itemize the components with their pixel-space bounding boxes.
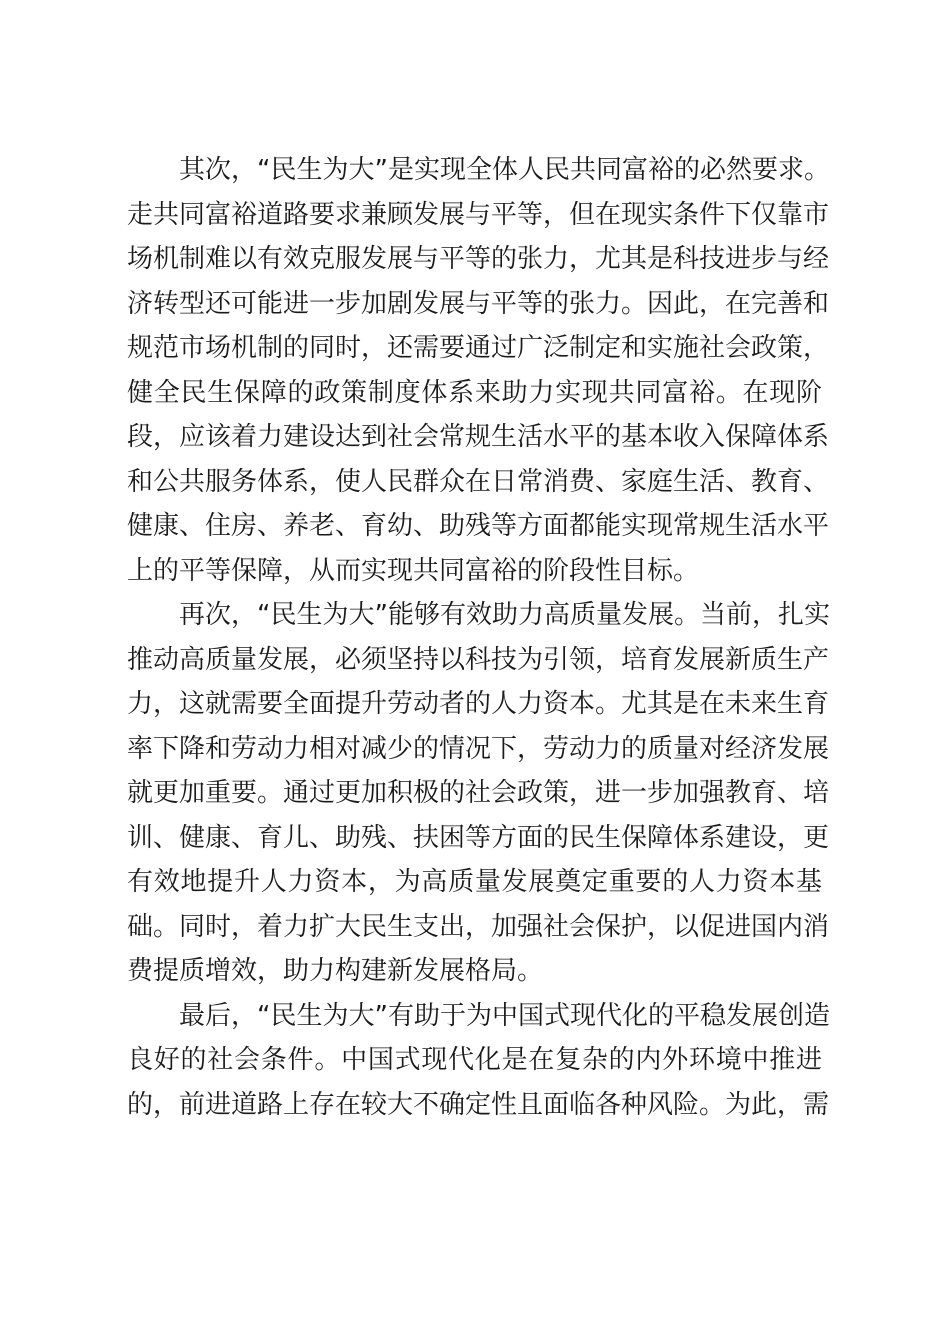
text-line: 规范市场机制的同时，还需要通过广泛制定和实施社会政策， — [127, 333, 830, 363]
text-line: 其次，“民生为大”是实现全体人民共同富裕的必然要求。 — [179, 155, 830, 185]
paragraph-1 — [127, 148, 830, 593]
text-line: 础。同时，着力扩大民生支出，加强社会保护，以促进国内消 — [127, 911, 830, 942]
text-line: 济转型还可能进一步加剧发展与平等的张力。因此，在完善和 — [127, 288, 830, 319]
text-line: 率下降和劳动力相对减少的情况下，劳动力的质量对经济发展 — [127, 733, 830, 764]
text-line: 再次，“民生为大”能够有效助力高质量发展。当前，扎实 — [179, 600, 830, 630]
text-line: 健全民生保障的政策制度体系来助力实现共同富裕。在现阶 — [127, 377, 822, 408]
text-line: 推动高质量发展，必须坚持以科技为引领，培育发展新质生产 — [127, 644, 830, 675]
text-line: 和公共服务体系，使人民群众在日常消费、家庭生活、教育、 — [127, 466, 830, 497]
text-line: 段，应该着力建设达到社会常规生活水平的基本收入保障体系 — [127, 422, 830, 452]
text-line: 走共同富裕道路要求兼顾发展与平等，但在现实条件下仅靠市 — [127, 199, 830, 230]
text-line: 健康、住房、养老、育幼、助残等方面都能实现常规生活水平 — [127, 511, 830, 541]
paragraph-2 — [127, 593, 830, 994]
text-line: 最后，“民生为大”有助于为中国式现代化的平稳发展创造 — [179, 1000, 830, 1031]
text-line: 力，这就需要全面提升劳动者的人力资本。尤其是在未来生育 — [127, 689, 830, 719]
text-line: 训、健康、育儿、助残、扶困等方面的民生保障体系建设，更 — [127, 822, 830, 853]
paragraph-3 — [127, 994, 830, 1128]
text-line: 上的平等保障，从而实现共同富裕的阶段性目标。 — [127, 555, 700, 586]
text-line: 场机制难以有效克服发展与平等的张力，尤其是科技进步与经 — [127, 244, 830, 274]
text-line: 费提质增效，助力构建新发展格局。 — [127, 956, 544, 986]
text-line: 的，前进道路上存在较大不确定性且面临各种风险。为此，需 — [127, 1089, 830, 1120]
text-line: 良好的社会条件。中国式现代化是在复杂的内外环境中推进 — [127, 1045, 822, 1075]
text-line: 就更加重要。通过更加积极的社会政策，进一步加强教育、培 — [127, 778, 830, 808]
body-text — [127, 148, 830, 1127]
text-line: 有效地提升人力资本，为高质量发展奠定重要的人力资本基 — [127, 867, 822, 897]
